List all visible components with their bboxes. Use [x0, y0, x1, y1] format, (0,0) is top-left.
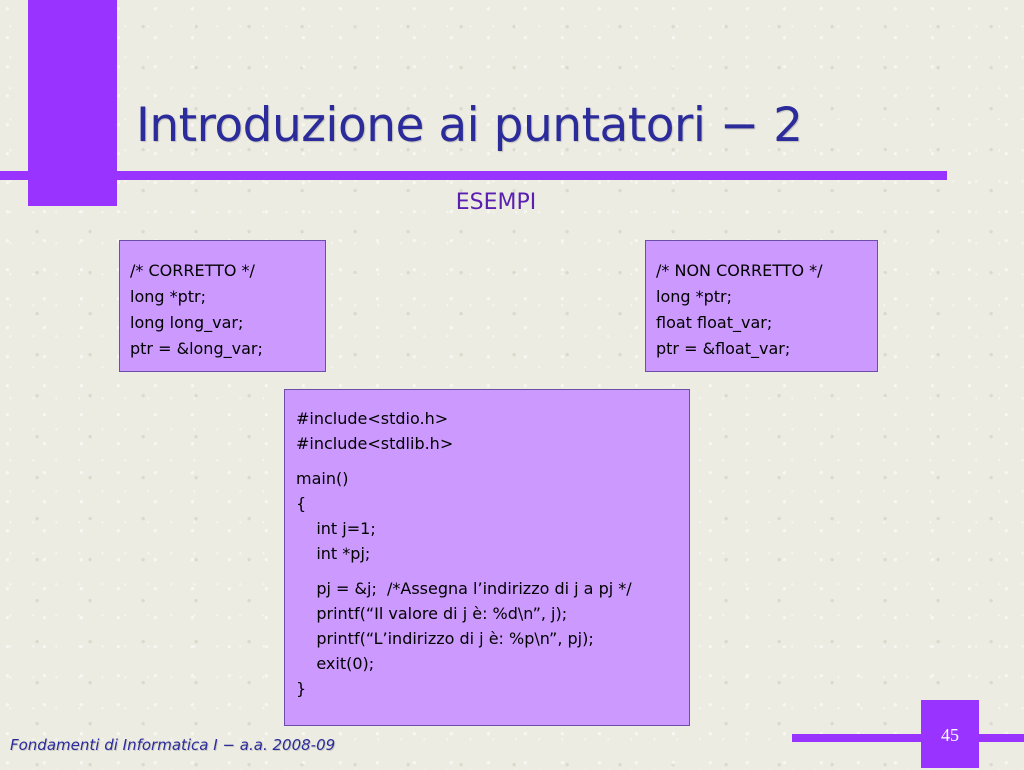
code-line: long *ptr; — [656, 287, 733, 306]
code-box-incorrect — [645, 240, 878, 372]
code-box-correct — [119, 240, 326, 372]
code-line: { — [296, 494, 307, 513]
title-underline-bar — [0, 171, 947, 180]
code-line: #include<stdio.h> — [296, 409, 449, 428]
code-line: main() — [296, 469, 349, 488]
code-line: #include<stdlib.h> — [296, 434, 454, 453]
code-spacer — [296, 456, 689, 466]
footer-accent-bar — [792, 734, 1024, 742]
code-line: printf(“Il valore di j è: %d\n”, j); — [296, 604, 568, 623]
slide-footer: Fondamenti di Informatica I − a.a. 2008-09 — [10, 736, 336, 754]
code-box-main-program — [284, 389, 690, 726]
code-spacer — [296, 566, 689, 576]
code-line: pj = &j; /*Assegna l’indirizzo di j a pj */ — [296, 579, 632, 598]
code-line: printf(“L’indirizzo di j è: %p\n”, pj); — [296, 629, 594, 648]
slide-subtitle: ESEMPI — [455, 190, 537, 215]
code-line: exit(0); — [296, 654, 375, 673]
page-number: 45 — [921, 700, 979, 768]
code-line: float float_var; — [656, 313, 773, 332]
code-line: ptr = &long_var; — [130, 339, 263, 358]
code-line: /* CORRETTO */ — [130, 261, 255, 280]
code-line: int *pj; — [296, 544, 371, 563]
code-line: /* NON CORRETTO */ — [656, 261, 823, 280]
code-line: ptr = &float_var; — [656, 339, 791, 358]
slide-title: Introduzione ai puntatori − 2 — [136, 98, 803, 153]
code-line: } — [296, 679, 307, 698]
code-line: long long_var; — [130, 313, 244, 332]
code-line: int j=1; — [296, 519, 376, 538]
code-line: long *ptr; — [130, 287, 207, 306]
